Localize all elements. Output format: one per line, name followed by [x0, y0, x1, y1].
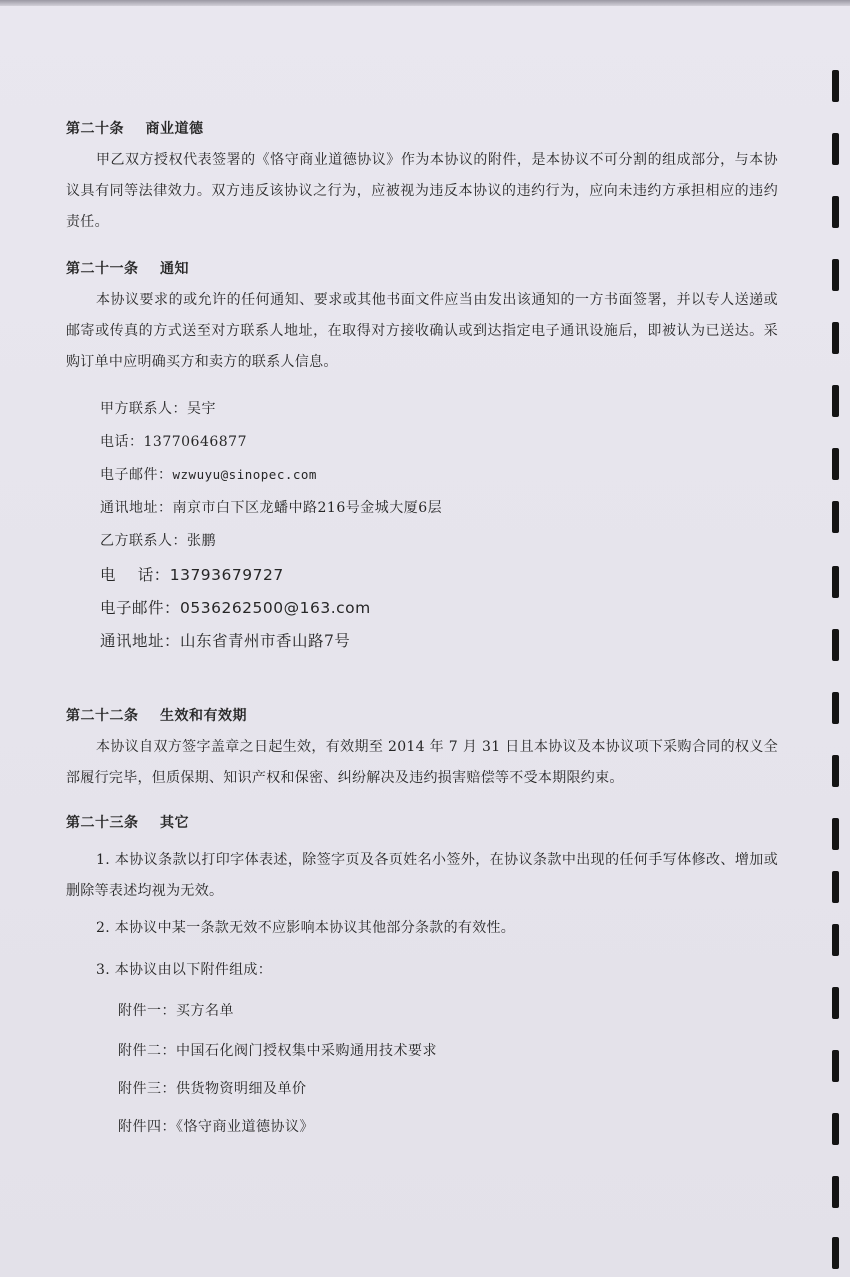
binding-hole — [832, 692, 839, 724]
article-20-heading: 第二十条 商业道德 — [66, 121, 204, 137]
party-b-address: 山东省青州市香山路7号 — [180, 632, 351, 650]
binding-holes — [830, 0, 842, 1277]
binding-hole — [832, 566, 839, 598]
party-a-phone-row — [100, 431, 247, 451]
party-a-contact: 甲方联系人：吴宇 — [100, 401, 216, 417]
binding-hole — [832, 1050, 839, 1082]
attachment-item: 附件二：中国石化阀门授权集中采购通用技术要求 — [118, 1043, 437, 1059]
binding-hole — [832, 1237, 839, 1269]
article-22-body: 本协议自双方签字盖章之日起生效，有效期至 2014 年 7 月 31 日且本协议及本协议项下采购合同的权义全部履行完毕，但质保期、知识产权和保密、纠纷解决及违约损害赔偿等不受本期限约束。 — [66, 739, 778, 786]
binding-hole — [832, 818, 839, 850]
party-b-address-row — [100, 629, 350, 651]
party-b-email: 0536262500@163.com — [180, 599, 371, 617]
article-23-item-3: 3. 本协议由以下附件组成： — [96, 962, 273, 978]
party-a-email: wzwuyu@sinopec.com — [172, 467, 317, 482]
article-21-body: 本协议要求的或允许的任何通知、要求或其他书面文件应当由发出该通知的一方书面签署，并以专人送递或邮寄或传真的方式送至对方联系人地址，在取得对方接收确认或到达指定电子通讯设施后，即被认为已送达。采购订单中应明确买方和卖方的联系人信息。 — [66, 292, 778, 370]
binding-hole — [832, 501, 839, 533]
party-b-email-row — [100, 596, 371, 618]
article-23-item-2: 2. 本协议中某一条款无效不应影响本协议其他部分条款的有效性。 — [96, 920, 516, 936]
attachment-item: 附件三：供货物资明细及单价 — [118, 1081, 307, 1097]
attachment-item: 附件四：《恪守商业道德协议》 — [118, 1119, 314, 1135]
party-a-email-row — [100, 464, 317, 484]
party-b-phone-label: 电 话： — [100, 566, 170, 584]
party-a-phone-label: 电话： — [100, 434, 144, 450]
binding-hole — [832, 629, 839, 661]
party-a-address-row — [100, 497, 442, 517]
binding-hole — [832, 755, 839, 787]
binding-hole — [832, 133, 839, 165]
party-a-address-label: 通讯地址： — [100, 500, 173, 516]
binding-hole — [832, 1113, 839, 1145]
binding-hole — [832, 1176, 839, 1208]
article-20-body: 甲乙双方授权代表签署的《恪守商业道德协议》作为本协议的附件，是本协议不可分割的组成部分，与本协议具有同等法律效力。双方违反该协议之行为，应被视为违反本协议的违约行为，应向未违约方承担相应的违约责任。 — [66, 152, 778, 230]
party-a-phone: 13770646877 — [143, 434, 247, 450]
binding-hole — [832, 70, 839, 102]
article-21-heading: 第二十一条 通知 — [66, 261, 189, 277]
binding-hole — [832, 196, 839, 228]
binding-hole — [832, 924, 839, 956]
party-b-email-label: 电子邮件： — [100, 599, 181, 617]
party-a-email-label: 电子邮件： — [100, 467, 173, 483]
article-23-item-1: 1. 本协议条款以打印字体表述，除签字页及各页姓名小签外，在协议条款中出现的任何手写体修改、增加或删除等表述均视为无效。 — [66, 852, 778, 899]
binding-hole — [832, 448, 839, 480]
party-b-phone-row — [100, 563, 284, 585]
party-a-address: 南京市白下区龙蟠中路216号金城大厦6层 — [172, 500, 443, 516]
party-b-phone: 13793679727 — [169, 566, 284, 584]
attachment-item: 附件一：买方名单 — [118, 1003, 234, 1019]
page-top-edge — [0, 0, 850, 6]
article-22-heading: 第二十二条 生效和有效期 — [66, 708, 247, 724]
party-b-address-label: 通讯地址： — [100, 632, 181, 650]
article-23-heading: 第二十三条 其它 — [66, 815, 189, 831]
party-b-contact: 乙方联系人：张鹏 — [100, 533, 216, 549]
binding-hole — [832, 259, 839, 291]
binding-hole — [832, 987, 839, 1019]
binding-hole — [832, 322, 839, 354]
binding-hole — [832, 871, 839, 903]
binding-hole — [832, 385, 839, 417]
